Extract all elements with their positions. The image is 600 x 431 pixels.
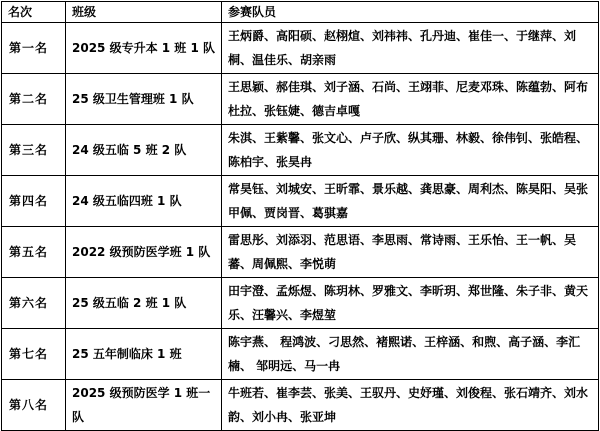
rank-cell: 第六名 <box>2 278 66 329</box>
class-column-header: 班级 <box>66 2 222 23</box>
class-cell: 2025 级预防医学 1 班一队 <box>66 380 222 431</box>
members-cell: 田宇澄、孟烁煜、陈玥林、罗雅文、李昕玥、郑世隆、朱子非、黄天乐、汪馨兴、李煜堃 <box>222 278 599 329</box>
table-row <box>2 125 599 176</box>
table-row <box>2 329 599 380</box>
rank-cell: 第五名 <box>2 227 66 278</box>
rank-cell: 第一名 <box>2 23 66 74</box>
class-cell: 2022 级预防医学班 1 队 <box>66 227 222 278</box>
table-row <box>2 380 599 431</box>
members-cell: 雷思彤、刘添羽、范思语、李思雨、常诗雨、王乐怡、王一帆、吴蕃、周佩熙、李悦萌 <box>222 227 599 278</box>
rank-cell: 第八名 <box>2 380 66 431</box>
class-cell: 25 五年制临床 1 班 <box>66 329 222 380</box>
rank-cell: 第三名 <box>2 125 66 176</box>
class-cell: 24 级五临四班 1 队 <box>66 176 222 227</box>
ranking-table <box>1 1 599 431</box>
rank-cell: 第四名 <box>2 176 66 227</box>
table-row <box>2 278 599 329</box>
rank-column-header: 名次 <box>2 2 66 23</box>
members-cell: 王思颖、郝佳琪、刘子涵、石尚、王翊菲、尼麦邓珠、陈蕴勃、阿布杜拉、张钰婕、德吉卓嘎 <box>222 74 599 125</box>
members-cell: 陈宇燕、 程鸿波、刁思然、褚熙诺、王梓涵、和煦、高子涵、李汇楠、 邹明远、马一冉 <box>222 329 599 380</box>
table-row <box>2 74 599 125</box>
table-header-row <box>2 2 599 23</box>
table-row <box>2 23 599 74</box>
members-cell: 常昊钰、刘城安、王昕霏、景乐越、龚思豪、周利杰、陈昊阳、吴张甲佩、贾岗晋、葛骐嘉 <box>222 176 599 227</box>
members-cell: 牛班若、崔李芸、张美、王驭丹、史妤瑾、刘俊程、张石靖齐、刘水韵、刘小冉、张亚坤 <box>222 380 599 431</box>
class-cell: 2025 级专升本 1 班 1 队 <box>66 23 222 74</box>
rank-cell: 第七名 <box>2 329 66 380</box>
table-row <box>2 227 599 278</box>
table-row <box>2 176 599 227</box>
class-cell: 24 级五临 5 班 2 队 <box>66 125 222 176</box>
class-cell: 25 级五临 2 班 1 队 <box>66 278 222 329</box>
class-cell: 25 级卫生管理班 1 队 <box>66 74 222 125</box>
members-cell: 王炳爵、高阳硕、赵栩煊、刘祎祎、孔丹迪、崔佳一、于继萍、刘桐、温佳乐、胡亲雨 <box>222 23 599 74</box>
members-cell: 朱淇、王紫馨、张文心、卢子欣、纵其珊、林毅、徐伟钊、张皓程、陈柏宇、张昊冉 <box>222 125 599 176</box>
rank-cell: 第二名 <box>2 74 66 125</box>
members-column-header: 参赛队员 <box>222 2 599 23</box>
